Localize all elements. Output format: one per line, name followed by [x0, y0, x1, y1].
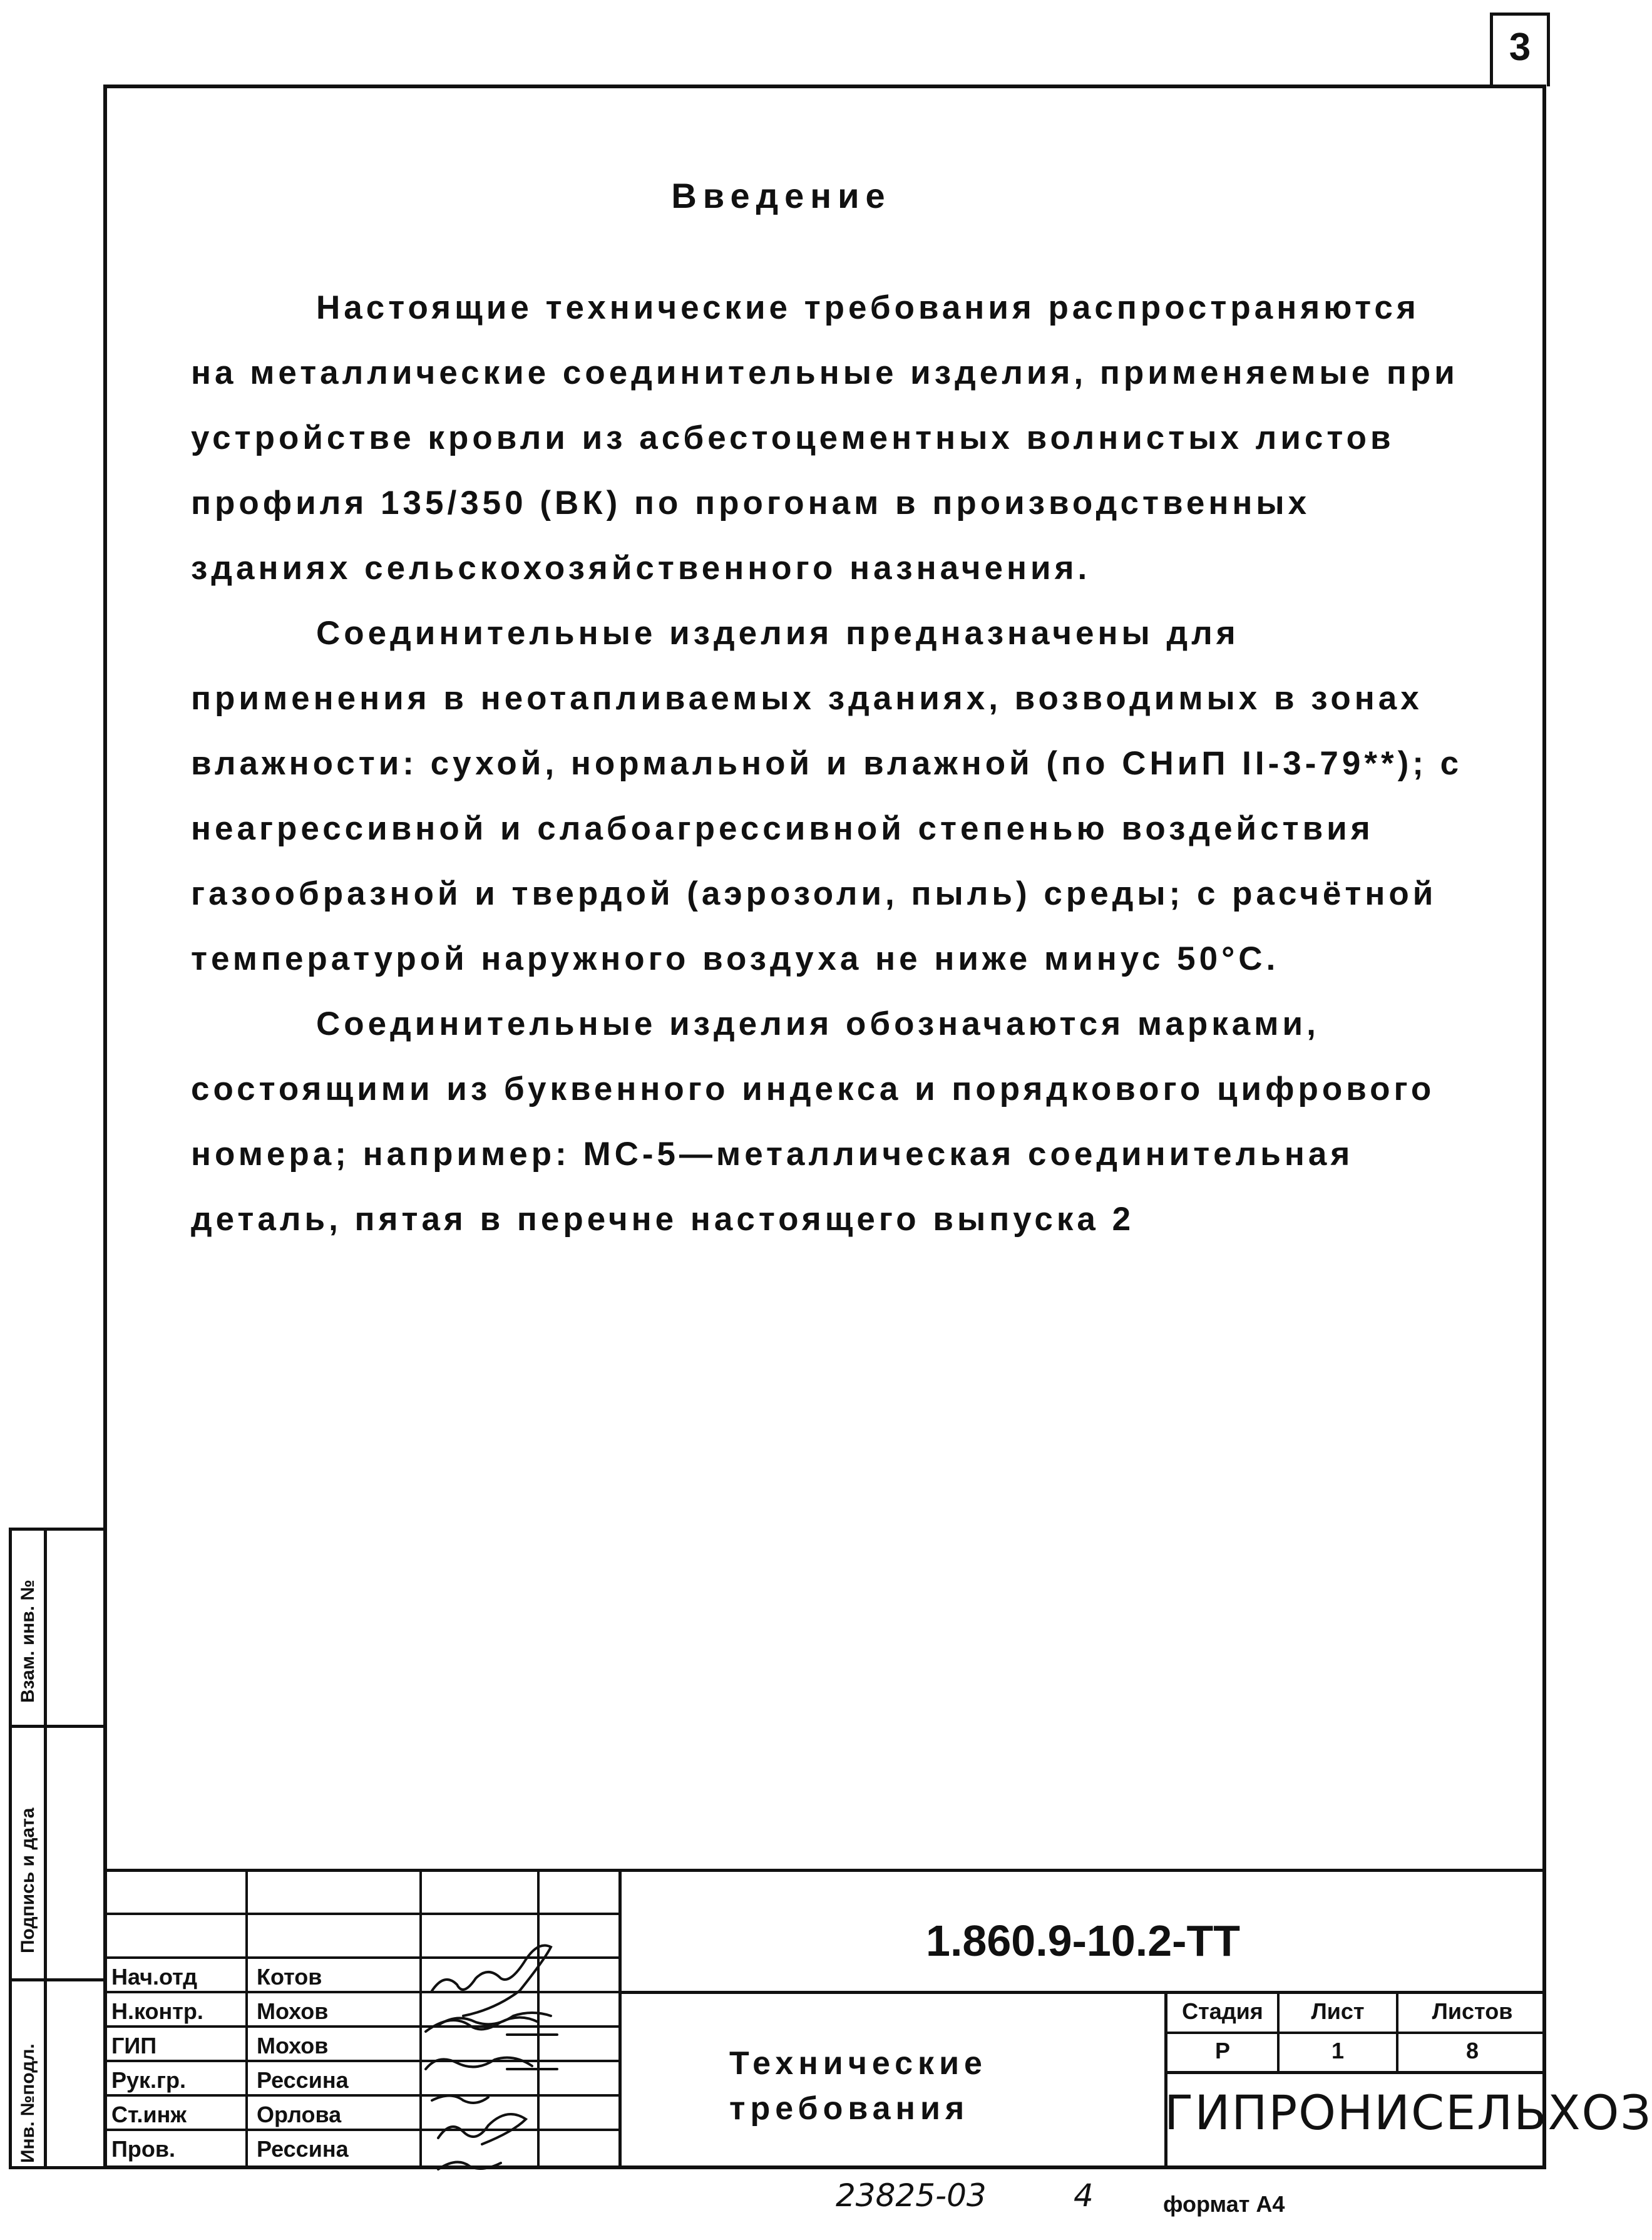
paragraph-2: Соединительные изделия предназначены для применения в неотапливаемых зданиях, возводимых в зонах влажности: сухой, нормальной и влажной (по СНиП II-3-79**); с неагрессивной и слабоагрессивной степенью воздействия газообразной и твердой (аэрозоли, пыль) среды; с расчётной температурой наружного воздуха не ниже минус 50°С. [191, 615, 1463, 977]
signatures-image [363, 1891, 563, 2166]
paragraph-3: Соединительные изделия обозначаются марками, состоящими из буквенного индекса и порядкового цифрового номера; например: МС-5—металлическая соединительная деталь, пятая в перечне настоящего выпуска 2 [191, 1005, 1435, 1238]
vzam-inv-label: Взам. инв. № [18, 1580, 38, 1703]
role-gip: ГИП [111, 2033, 157, 2058]
role-n-kontr: Н.контр. [111, 1998, 203, 2024]
inv-podl-label: Инв. №подл. [18, 2043, 38, 2163]
format-label: формат А4 [1163, 2191, 1285, 2217]
name-ruk-gr: Рессина [257, 2067, 349, 2093]
organization-name: ГИПРОНИСЕЛЬХОЗ [1164, 2085, 1652, 2140]
sheets-value: 8 [1465, 2038, 1479, 2063]
handwritten-number: 4 [1074, 2177, 1094, 2214]
body-text [191, 275, 1471, 1252]
podpis-data-label: Подпись и дата [18, 1807, 38, 1953]
role-st-inzh: Ст.инж [111, 2102, 187, 2127]
sheets-header: Листов [1432, 1998, 1513, 2024]
stage-value: Р [1214, 2038, 1230, 2063]
role-ruk-gr: Рук.гр. [111, 2067, 187, 2093]
document-title-line1: Технические [729, 2045, 987, 2082]
name-gip: Мохов [257, 2033, 329, 2058]
page-title: Введение [671, 176, 891, 215]
sheet-value: 1 [1331, 2038, 1345, 2063]
paragraph-1: Настоящие технические требования распространяются на металлические соединительные изделия, применяемые при устройстве кровли из асбестоцементных волнистых листов профиля 135/350 (ВК) по прогонам в производственных зданиях сельскохозяйственного назначения. [191, 289, 1459, 587]
sheet-header: Лист [1311, 1998, 1365, 2024]
name-n-kontr: Мохов [257, 1998, 329, 2024]
name-nach-otd: Котов [257, 1964, 322, 1990]
document-designation: 1.860.9-10.2-ТТ [926, 1916, 1240, 1965]
stage-header: Стадия [1182, 1998, 1263, 2024]
role-nach-otd: Нач.отд [111, 1964, 198, 1990]
name-st-inzh: Орлова [257, 2102, 342, 2127]
handwritten-code: 23825-03 [836, 2177, 987, 2214]
document-title-line2: требования [729, 2090, 970, 2127]
name-prov: Рессина [257, 2136, 349, 2162]
sheet-number: 3 [1509, 26, 1531, 69]
role-prov: Пров. [111, 2136, 175, 2162]
document-title [729, 2041, 987, 2131]
